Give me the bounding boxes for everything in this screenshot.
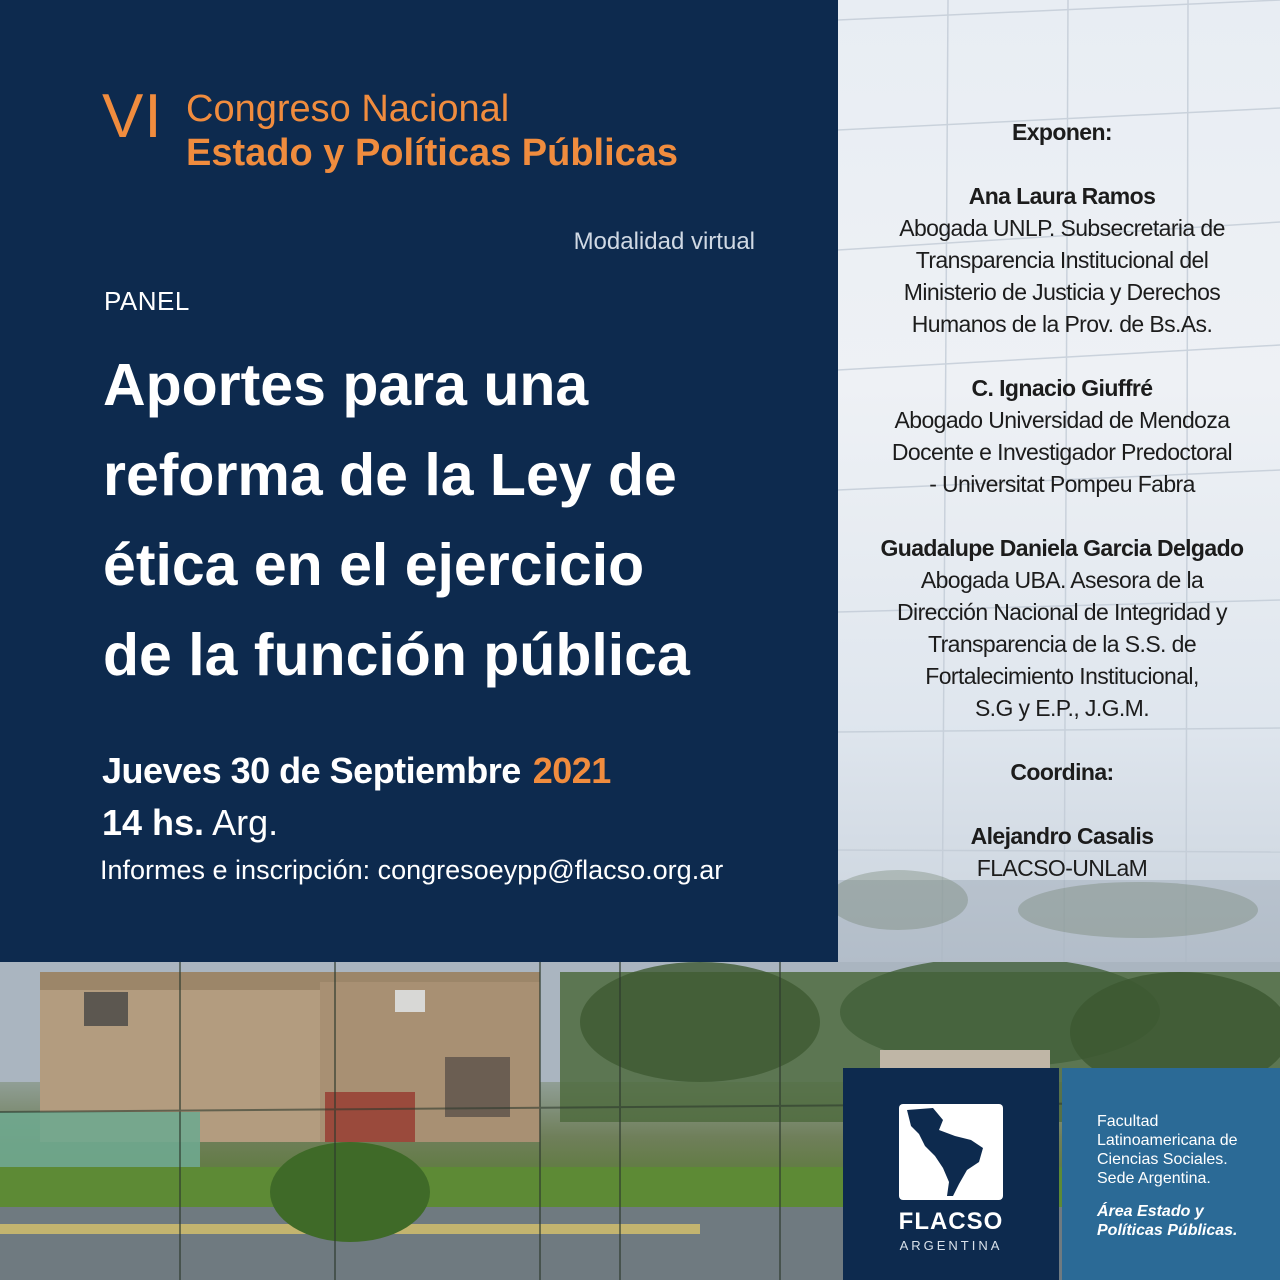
institution-description-line: Facultad [1097,1113,1159,1130]
speaker-bio-line: Dirección Nacional de Integridad y [897,599,1227,625]
left-panel [0,0,838,962]
speaker-bio-line: Transparencia Institucional del [915,247,1209,273]
speaker-name: C. Ignacio Giuffré [971,375,1153,401]
area-name [1097,1202,1277,1240]
speakers-list [850,116,1274,884]
speaker-name: Guadalupe Daniela Garcia Delgado [880,535,1244,561]
speaker-bio-line: - Universitat Pompeu Fabra [929,471,1195,497]
institution-description-line: Sede Argentina. [1097,1170,1211,1187]
event-time-zone: Arg. [212,802,279,843]
speakers-heading: Exponen: [1012,119,1112,145]
institution-description-line: Latinoamericana de [1097,1132,1238,1149]
speaker-bio-line: Docente e Investigador Predoctoral [891,439,1233,465]
panel-title-line: Aportes para una [103,352,589,418]
speaker-bio-line: Abogada UNLP. Subsecretaria de [899,215,1225,241]
flacso-description-block [1062,1068,1280,1280]
speaker-bio-line: Abogada UBA. Asesora de la [920,567,1204,593]
speaker-bio-line: Abogado Universidad de Mendoza [894,407,1230,433]
speaker-bio-line: S.G y E.P., J.G.M. [974,695,1150,721]
panel-title [103,340,823,700]
event-time [102,802,278,844]
institution-description [1097,1112,1277,1188]
coordinator-affiliation: FLACSO-UNLaM [976,855,1148,881]
area-name-line: Área Estado y [1097,1203,1204,1220]
roman-numeral: VI [102,82,163,151]
event-date [102,750,611,792]
panel-title-line: de la función pública [103,622,690,688]
modality-label: Modalidad virtual [573,228,755,255]
speaker-bio-line: Ministerio de Justicia y Derechos [903,279,1221,305]
event-year: 2021 [532,750,611,791]
coordinator-heading: Coordina: [1010,759,1114,785]
speaker-bio-line: Humanos de la Prov. de Bs.As. [911,311,1213,337]
coordinator-name: Alejandro Casalis [970,823,1154,849]
area-name-line: Políticas Públicas. [1097,1222,1238,1239]
congress-subtitle: Estado y Políticas Públicas [186,132,679,174]
flacso-logo-country: ARGENTINA [899,1238,1003,1253]
registration-info: Informes e inscripción: congresoeypp@flacso.org.ar [100,855,724,885]
panel-label: PANEL [104,286,190,316]
speaker-bio-line: Fortalecimiento Institucional, [925,663,1199,689]
event-date-text: Jueves 30 de Septiembre [102,750,521,791]
congress-name: Congreso Nacional [186,88,510,130]
panel-title-line: ética en el ejercicio [103,532,645,598]
speaker-name: Ana Laura Ramos [968,183,1156,209]
flacso-logo-block [843,1068,1059,1280]
panel-title-line: reforma de la Ley de [103,442,677,508]
latin-america-map-icon [899,1104,1003,1200]
right-panel [838,0,1280,962]
speaker-bio-line: Transparencia de la S.S. de [927,631,1197,657]
flacso-logo-name: FLACSO [898,1208,1004,1235]
institution-description-line: Ciencias Sociales. [1097,1151,1228,1168]
event-time-hours: 14 hs. [102,802,205,843]
